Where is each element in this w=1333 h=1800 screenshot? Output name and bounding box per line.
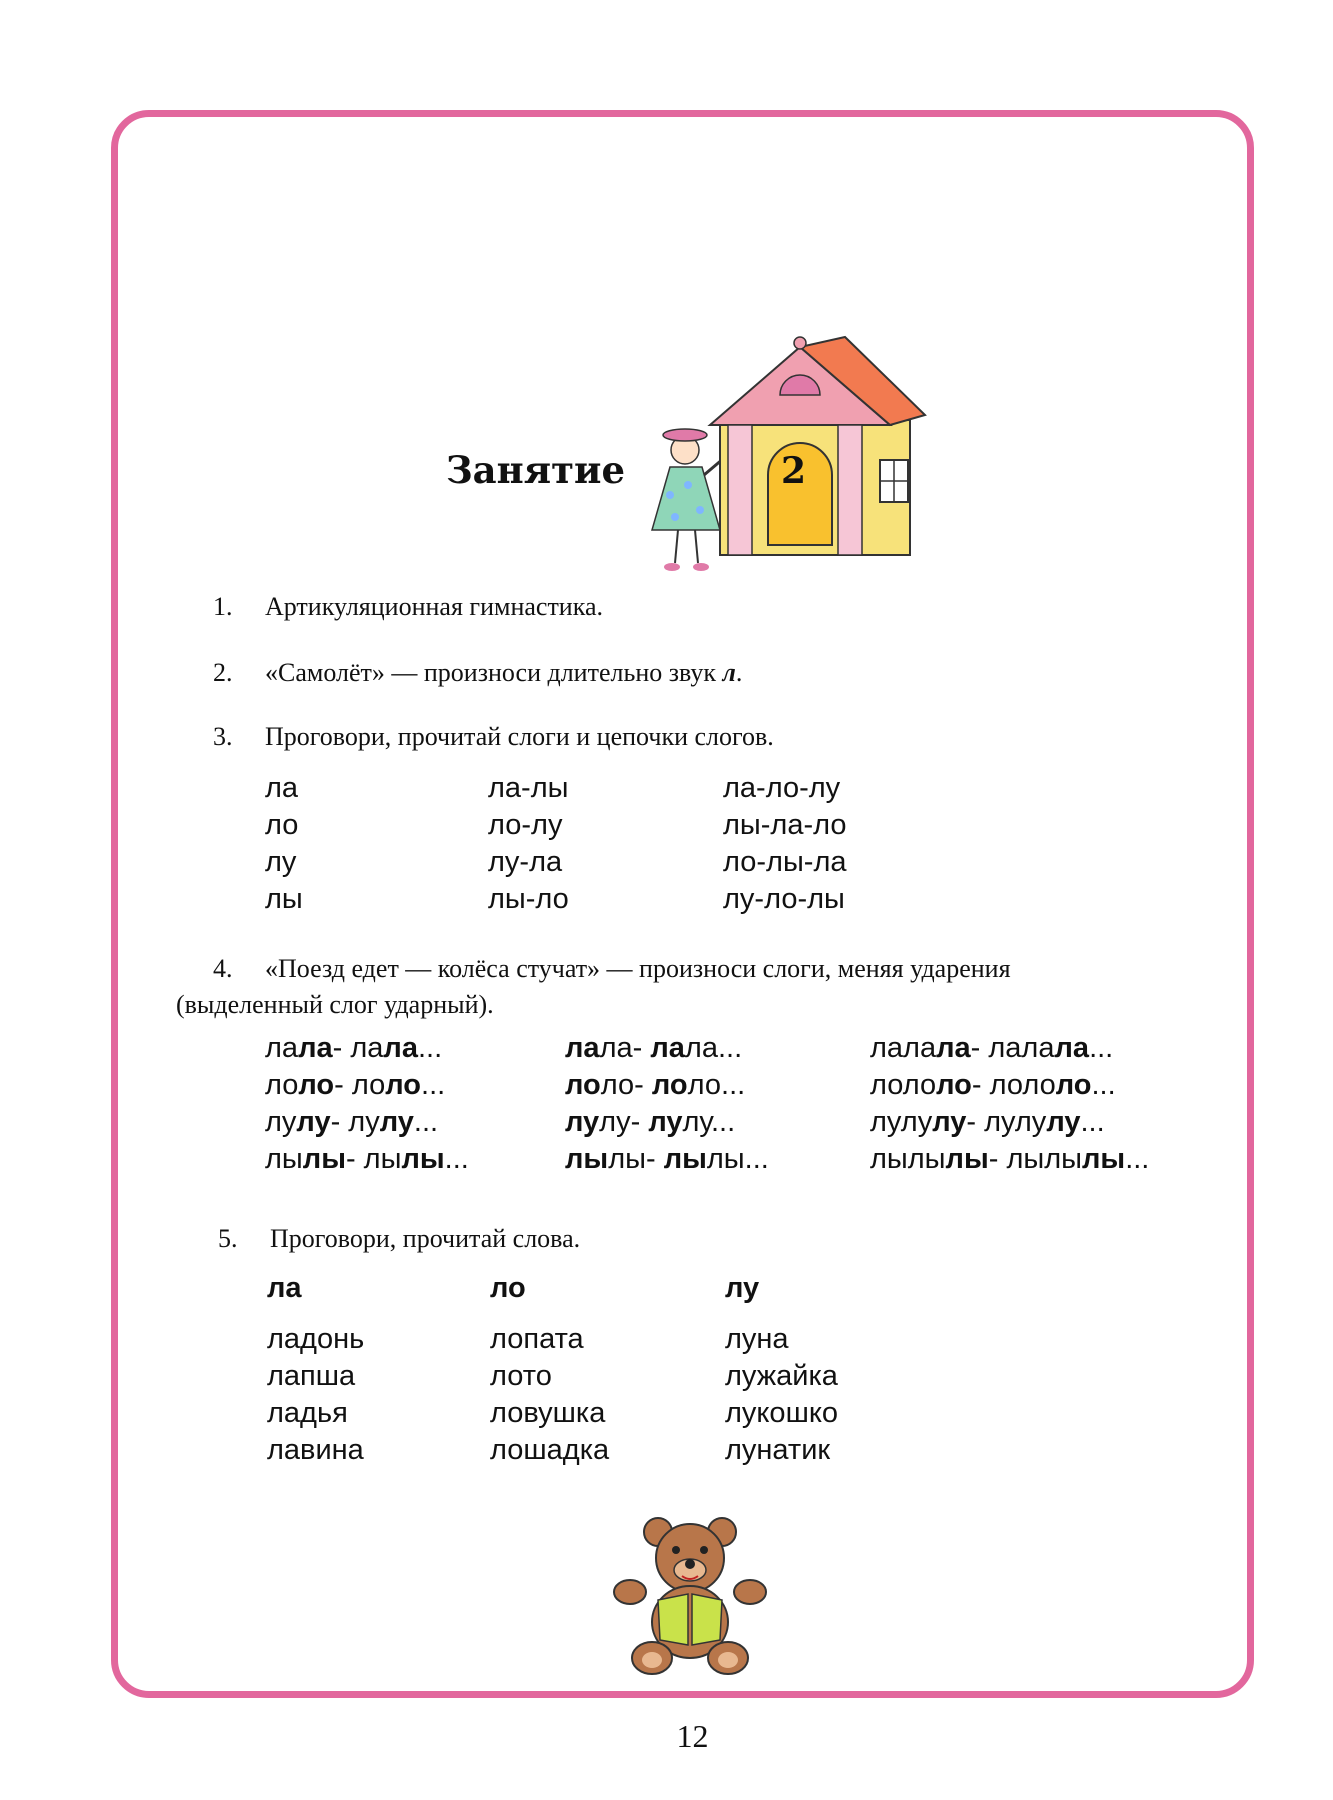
syllable-part: лылы [870,1143,946,1175]
task-number: 2. [213,658,233,687]
syllable-part: ... [1089,1032,1114,1064]
word: ладонь [267,1323,365,1355]
stressed-syllable: ло [385,1069,422,1101]
syllables-col-3 [723,770,847,918]
stressed-syllable: ло [936,1069,972,1101]
stressed-syllable: лу [296,1106,331,1138]
syllable: ло-лу [488,809,563,841]
task-text: «Самолёт» — произноси длительно звук [265,658,723,687]
stressed-syllable: лы [663,1143,707,1175]
stressed-syllable: ло [1055,1069,1092,1101]
syllable-part: ла... [684,1032,743,1064]
words-grid [267,1270,967,1470]
syllable-part: - лоло [971,1069,1056,1101]
stressed-syllable: ло [651,1069,688,1101]
syllable-part: ... [444,1143,469,1175]
word: лукошко [725,1397,838,1429]
task-number: 1. [213,592,233,621]
words-col-3 [725,1270,838,1469]
stressed-syllable: ла [650,1032,685,1064]
stressed-syllable: ла [936,1032,971,1064]
syllable: лы-ла-ло [723,809,847,841]
stressed-syllable: ла [298,1032,333,1064]
sound-letter: л [722,658,736,687]
syllable-part: лы [608,1143,646,1175]
syllable-part: - лу [330,1106,380,1138]
stress-row [565,1104,769,1141]
task-number: 5. [218,1224,238,1253]
stressed-syllable: ло [298,1069,335,1101]
task-number: 3. [213,722,233,751]
lesson-title: Занятие [446,448,625,492]
stressed-syllable: лы [945,1143,989,1175]
stress-row [565,1141,769,1178]
stressed-syllable: лу [565,1106,600,1138]
syllable-part: ... [1125,1143,1150,1175]
stress-row [265,1030,469,1067]
word: лапша [267,1360,356,1392]
stress-col-1 [265,1030,469,1178]
syllable-part: - лылы [988,1143,1082,1175]
syllable-part: лы [265,1143,303,1175]
task-4 [213,950,1011,987]
syllable-part: ... [417,1032,443,1064]
stress-grid [265,1030,1225,1180]
stress-row [870,1141,1149,1178]
stressed-syllable: ла [1054,1032,1090,1064]
word: ладья [267,1397,348,1429]
syllable: ла-ло-лу [723,772,841,804]
stressed-syllable: лы [1081,1143,1126,1175]
word: луна [725,1323,789,1355]
page-number: 12 [676,1718,709,1754]
syllable-part: лоло [870,1069,937,1101]
syllable-part: ... [421,1069,446,1101]
words-col-2 [490,1270,609,1469]
syllable-part: - ла [332,1032,384,1064]
stress-row [870,1104,1149,1141]
syllable-part: лу [265,1106,297,1138]
syllable-part: ла [265,1032,299,1064]
stressed-syllable: лы [565,1143,609,1175]
stressed-syllable: лы [401,1143,445,1175]
syllables-col-1 [265,770,303,918]
syllable: лу-ла [488,846,563,878]
syllable: лы-ло [488,883,569,915]
word: лошадка [490,1434,610,1466]
stress-col-3 [870,1030,1149,1178]
stressed-syllable: ла [565,1032,600,1064]
syllable-part: ла [599,1032,633,1064]
syllable: лу-ло-лы [723,883,845,915]
syllable: ла [265,772,299,804]
syllable-part: - лы [345,1143,402,1175]
stress-row [265,1067,469,1104]
word: лужайка [725,1360,838,1392]
stressed-syllable: ла [383,1032,418,1064]
syllable-part: ... [1080,1106,1105,1138]
words-col-1 [267,1270,364,1469]
syllable-part: лала [870,1032,937,1064]
stressed-syllable: лу [1046,1106,1081,1138]
house [710,337,925,555]
syllable-part: ... [1091,1069,1116,1101]
syllable-part: ло... [687,1069,746,1101]
stress-row [565,1067,769,1104]
task-4-line-2 [176,986,494,1023]
girl-figure [652,429,730,571]
syllable: ло-лы-ла [723,846,847,878]
syllables-col-2 [488,770,569,918]
syllable-part: - лала [970,1032,1055,1064]
word: лопата [490,1323,584,1355]
task-text-end: . [735,658,743,687]
syllable-part: - [634,1069,652,1101]
stress-row [265,1104,469,1141]
words-header: ло [490,1272,526,1304]
stress-row [870,1067,1149,1104]
task-text: «Поезд едет — колёса стучат» — произноси слоги, меняя ударения [265,954,1011,983]
syllable-part: - [632,1032,651,1064]
task-text: Проговори, прочитай слова. [270,1224,581,1253]
word: лунатик [725,1434,831,1466]
syllable-part: лу... [682,1106,736,1138]
syllable: ла-лы [488,772,569,804]
task-text: Артикуляционная гимнастика. [265,592,603,621]
stressed-syllable: ло [565,1069,601,1101]
stress-col-2 [565,1030,769,1178]
syllable-part: - [645,1143,664,1175]
syllable-part: лу [599,1106,631,1138]
syllable: лы [265,883,303,915]
words-header: лу [725,1272,760,1304]
teddy-bear-illustration [610,1510,770,1680]
task-5 [218,1220,580,1257]
syllable-part: ло [600,1069,635,1101]
task-3 [213,718,774,755]
stress-row [265,1141,469,1178]
syllables-grid [265,770,965,920]
task-1 [213,588,603,625]
stress-row [870,1030,1149,1067]
task-2 [213,654,742,691]
syllable-part: - [630,1106,649,1138]
words-header: ла [267,1272,302,1304]
task-text: Проговори, прочитай слоги и цепочки слогов. [265,722,774,751]
word: лото [490,1360,552,1392]
word: лавина [267,1434,364,1466]
syllable: ло [265,809,299,841]
stress-row [565,1030,769,1067]
syllable-part: лулу [870,1106,933,1138]
syllable-part: ло [265,1069,299,1101]
syllable-part: лы... [706,1143,769,1175]
syllable-part: - ло [334,1069,386,1101]
task-text: (выделенный слог ударный). [176,990,494,1019]
syllable-part: ... [413,1106,439,1138]
stressed-syllable: лы [302,1143,346,1175]
word: ловушка [490,1397,606,1429]
stressed-syllable: лу [379,1106,414,1138]
stressed-syllable: лу [648,1106,683,1138]
stressed-syllable: лу [932,1106,967,1138]
syllable: лу [265,846,297,878]
lesson-number-badge: 2 [781,450,807,492]
task-number: 4. [213,954,233,983]
syllable-part: - лулу [966,1106,1047,1138]
